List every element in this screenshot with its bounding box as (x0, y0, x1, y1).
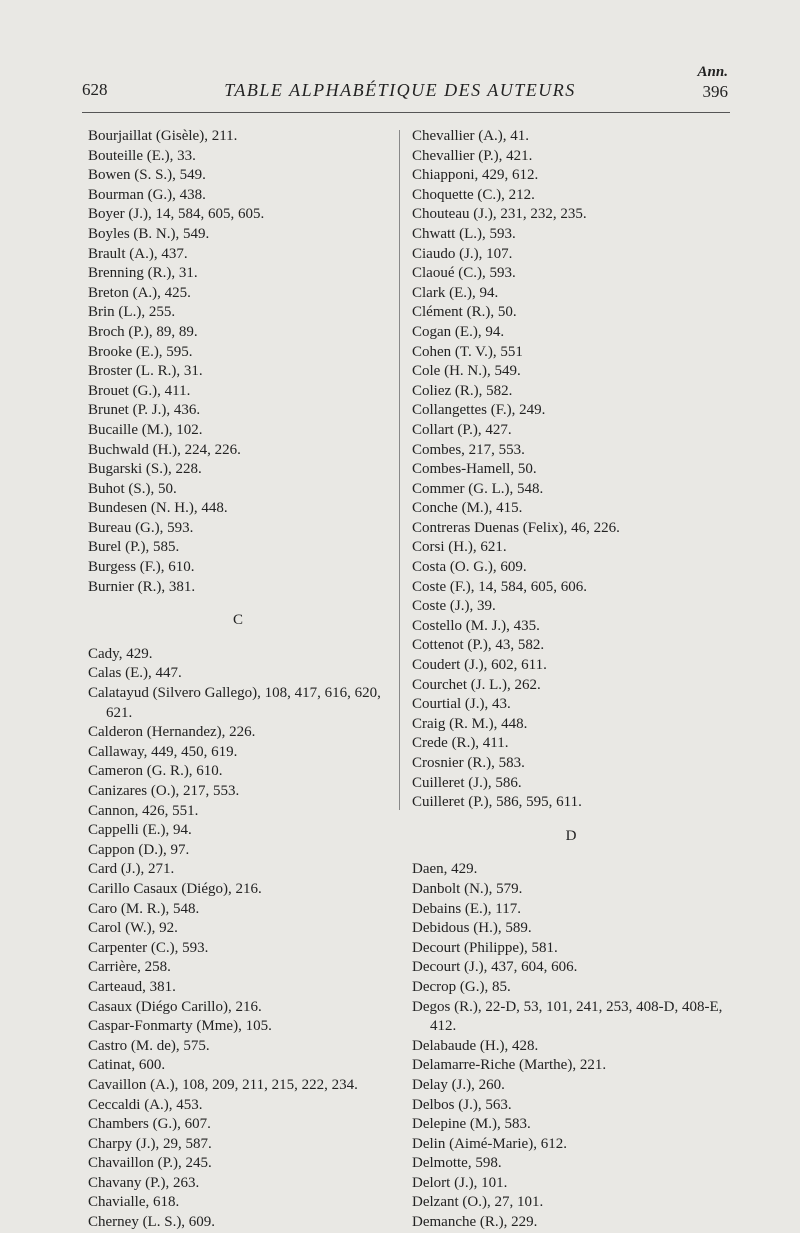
index-entry: Boyles (B. N.), 549. (88, 225, 210, 242)
index-entry: Brenning (R.), 31. (88, 265, 198, 282)
page-number-right: 396 (702, 82, 728, 101)
running-title: TABLE ALPHABÉTIQUE DES AUTEURS (224, 80, 576, 100)
index-entry: Charpy (J.), 29, 587. (88, 1135, 212, 1152)
index-entry: Bureau (G.), 593. (88, 519, 194, 536)
index-entry: Delmotte, 598. (412, 1155, 502, 1172)
index-entry: Delbos (J.), 563. (412, 1096, 512, 1113)
index-entry: Carillo Casaux (Diégo), 216. (88, 880, 262, 897)
index-entry: Combes-Hamell, 50. (412, 461, 537, 478)
index-entry: Combes, 217, 553. (412, 441, 525, 458)
index-entry: Brooke (E.), 595. (88, 343, 193, 360)
index-entry: Catinat, 600. (88, 1057, 166, 1074)
index-entry: Delabaude (H.), 428. (412, 1037, 539, 1054)
index-entry: Bourman (G.), 438. (88, 186, 206, 203)
index-entry: Degos (R.), 22-D, 53, 101, 241, 253, 408-D, 408-E, 412. (412, 998, 723, 1035)
index-entry: Costa (O. G.), 609. (412, 559, 527, 576)
column-divider (399, 130, 400, 810)
index-entry: Corsi (H.), 621. (412, 539, 507, 556)
index-entry: Card (J.), 271. (88, 861, 175, 878)
index-entry: Brin (L.), 255. (88, 304, 176, 321)
index-entry: Danbolt (N.), 579. (412, 880, 523, 897)
index-entry: Chwatt (L.), 593. (412, 225, 516, 242)
annotation-ann: Ann. (697, 64, 728, 80)
index-entry: Decourt (J.), 437, 604, 606. (412, 959, 578, 976)
index-entry: Casaux (Diégo Carillo), 216. (88, 998, 262, 1015)
index-entry: Decourt (Philippe), 581. (412, 939, 558, 956)
index-entry: Costello (M. J.), 435. (412, 617, 540, 634)
index-entry: Broster (L. R.), 31. (88, 363, 203, 380)
index-entry: Carteaud, 381. (88, 978, 176, 995)
index-entry: Calderon (Hernandez), 226. (88, 724, 256, 741)
index-entry: Clark (E.), 94. (412, 284, 499, 301)
index-entry: Conche (M.), 415. (412, 500, 523, 517)
index-entry: Commer (G. L.), 548. (412, 480, 544, 497)
index-entry: Decrop (G.), 85. (412, 978, 511, 995)
index-entry: Courchet (J. L.), 262. (412, 676, 541, 693)
index-entry: Cohen (T. V.), 551 (412, 343, 523, 360)
index-entry: Cole (H. N.), 549. (412, 363, 521, 380)
index-entry: Coste (J.), 39. (412, 598, 496, 615)
index-entry: Ceccaldi (A.), 453. (88, 1096, 203, 1113)
index-entry: Ciaudo (J.), 107. (412, 245, 513, 262)
index-entry: Coudert (J.), 602, 611. (412, 657, 547, 674)
index-entry: Burgess (F.), 610. (88, 559, 195, 576)
index-entry: Crosnier (R.), 583. (412, 755, 525, 771)
index-column-right (412, 127, 730, 1233)
index-entry: Chouteau (J.), 231, 232, 235. (412, 206, 587, 223)
header-rule (82, 112, 730, 113)
index-entry: Brouet (G.), 411. (88, 382, 191, 399)
index-entry: Cappelli (E.), 94. (88, 822, 192, 839)
index-entry: Brault (A.), 437. (88, 245, 188, 262)
index-entry: Broch (P.), 89, 89. (88, 323, 198, 340)
index-entry: Craig (R. M.), 448. (412, 715, 528, 732)
index-entry: Chambers (G.), 607. (88, 1116, 211, 1133)
index-entry: Calas (E.), 447. (88, 665, 182, 682)
index-entry: Carol (W.), 92. (88, 920, 178, 937)
index-entry: Breton (A.), 425. (88, 284, 191, 301)
index-column-left (88, 127, 388, 1233)
index-entry: Coste (F.), 14, 584, 605, 606. (412, 578, 588, 595)
index-entry: Cady, 429. (88, 645, 153, 662)
index-entry: Burel (P.), 585. (88, 539, 180, 556)
index-entry: Demanche (R.), 229. (412, 1214, 538, 1231)
index-entry: Chavany (P.), 263. (88, 1174, 200, 1191)
index-entry: Crede (R.), 411. (412, 735, 509, 752)
index-entry: Buchwald (H.), 224, 226. (88, 441, 241, 458)
index-entry: Bourjaillat (Gisèle), 211. (88, 128, 238, 144)
index-entry: Courtial (J.), 43. (412, 696, 511, 713)
index-entry: Boyer (J.), 14, 584, 605, 605. (88, 206, 265, 223)
page-number-left: 628 (82, 80, 108, 99)
index-entry: Delay (J.), 260. (412, 1076, 505, 1093)
index-entry: Cannon, 426, 551. (88, 802, 199, 819)
index-entry: Bugarski (S.), 228. (88, 461, 202, 478)
index-entry: Delepine (M.), 583. (412, 1116, 531, 1133)
index-entry: Burnier (R.), 381. (88, 578, 196, 595)
index-entry: Chiapponi, 429, 612. (412, 167, 539, 184)
index-entry: Collart (P.), 427. (412, 421, 512, 438)
index-entry: Cavaillon (A.), 108, 209, 211, 215, 222, 234. (88, 1076, 358, 1093)
index-entry: Debains (E.), 117. (412, 900, 521, 917)
index-entry: Coliez (R.), 582. (412, 382, 513, 399)
index-entry: Cherney (L. S.), 609. (88, 1214, 216, 1231)
index-entry: Chevallier (P.), 421. (412, 147, 533, 164)
section-letter: D (565, 827, 577, 844)
index-entry: Brunet (P. J.), 436. (88, 402, 201, 419)
index-entry: Buhot (S.), 50. (88, 480, 177, 497)
index-entry: Canizares (O.), 217, 553. (88, 783, 240, 799)
index-entry: Bucaille (M.), 102. (88, 421, 203, 438)
index-entry: Cuilleret (P.), 586, 595, 611. (412, 794, 582, 811)
index-entry: Castro (M. de), 575. (88, 1037, 210, 1054)
index-entry: Bouteille (E.), 33. (88, 147, 196, 164)
index-entry: Contreras Duenas (Felix), 46, 226. (412, 519, 620, 536)
index-entry: Delamarre-Riche (Marthe), 221. (412, 1057, 607, 1074)
index-entry: Cottenot (P.), 43, 582. (412, 637, 545, 654)
section-letter: C (232, 612, 243, 629)
index-entry: Caro (M. R.), 548. (88, 900, 200, 917)
index-entry: Cogan (E.), 94. (412, 323, 505, 340)
index-entry: Daen, 429. (412, 861, 478, 878)
index-entry: Chevallier (A.), 41. (412, 128, 530, 144)
index-entry: Debidous (H.), 589. (412, 920, 532, 937)
index-entry: Chavaillon (P.), 245. (88, 1155, 212, 1172)
index-entry: Callaway, 449, 450, 619. (88, 743, 238, 760)
index-entry: Delin (Aimé-Marie), 612. (412, 1135, 567, 1152)
index-entry: Clément (R.), 50. (412, 304, 517, 321)
index-entry: Caspar-Fonmarty (Mme), 105. (88, 1018, 272, 1035)
index-entry: Bundesen (N. H.), 448. (88, 500, 228, 517)
index-entry: Delzant (O.), 27, 101. (412, 1194, 544, 1211)
index-entry: Collangettes (F.), 249. (412, 402, 546, 419)
index-entry: Calatayud (Silvero Gallego), 108, 417, 616, 620, 621. (88, 685, 381, 721)
index-entry: Cameron (G. R.), 610. (88, 763, 223, 780)
index-entry: Choquette (C.), 212. (412, 186, 535, 203)
index-entry: Cuilleret (J.), 586. (412, 774, 522, 791)
index-entry: Cappon (D.), 97. (88, 841, 190, 858)
index-entry: Carpenter (C.), 593. (88, 939, 209, 956)
index-entry: Chavialle, 618. (88, 1194, 180, 1211)
index-entry: Delort (J.), 101. (412, 1174, 508, 1191)
index-entry: Claoué (C.), 593. (412, 265, 516, 282)
index-entry: Bowen (S. S.), 549. (88, 167, 206, 184)
index-entry: Carrière, 258. (88, 959, 171, 976)
